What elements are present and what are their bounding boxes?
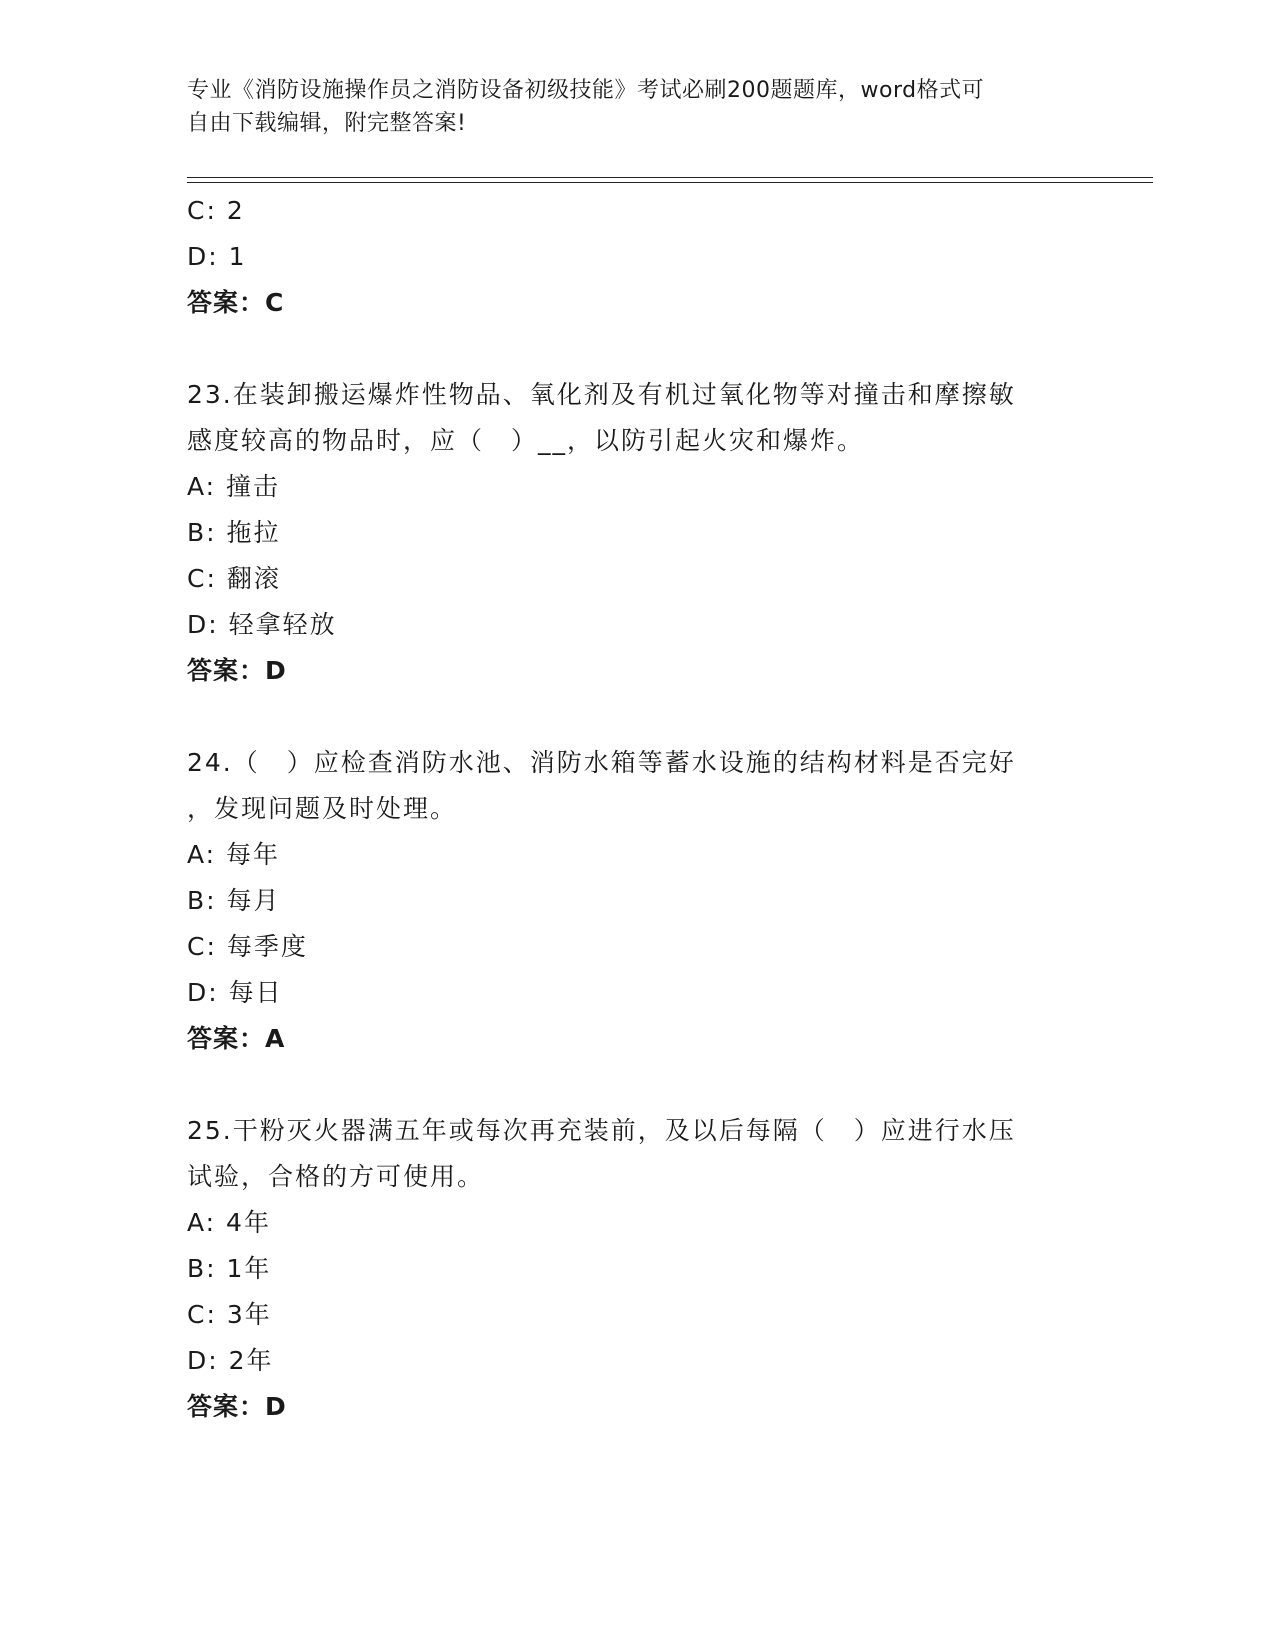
document-header bbox=[187, 74, 1067, 140]
previous-question-tail bbox=[187, 188, 1067, 326]
question-text-line-1: 24.（ ）应检查消防水池、消防水箱等蓄水设施的结构材料是否完好 bbox=[187, 748, 1016, 777]
option-c: C: 3年 bbox=[187, 1300, 272, 1329]
spacer bbox=[187, 694, 1067, 740]
option-a: A: 撞击 bbox=[187, 472, 281, 501]
question-text-line-2: ，发现问题及时处理。 bbox=[187, 794, 458, 823]
option-b: B: 每月 bbox=[187, 886, 281, 915]
question-text-line-2: 试验，合格的方可使用。 bbox=[187, 1162, 485, 1191]
option-d: D: 每日 bbox=[187, 978, 283, 1007]
answer-line: 答案：A bbox=[187, 1024, 286, 1053]
question-24 bbox=[187, 740, 1067, 1062]
spacer bbox=[187, 1062, 1067, 1108]
option-c: C: 翻滚 bbox=[187, 564, 281, 593]
option-c: C: 每季度 bbox=[187, 932, 308, 961]
option-b: B: 1年 bbox=[187, 1254, 272, 1283]
option-a: A: 每年 bbox=[187, 840, 281, 869]
question-text-line-1: 25.干粉灭火器满五年或每次再充装前，及以后每隔（ ）应进行水压 bbox=[187, 1116, 1016, 1145]
header-divider-top bbox=[187, 177, 1153, 178]
option-c: C: 2 bbox=[187, 196, 245, 225]
option-b: B: 拖拉 bbox=[187, 518, 281, 547]
question-text-line-2: 感度较高的物品时，应（ ）__，以防引起火灾和爆炸。 bbox=[187, 426, 865, 455]
answer-line: 答案：C bbox=[187, 288, 285, 317]
header-title-line-1: 专业《消防设施操作员之消防设备初级技能》考试必刷200题题库，word格式可 bbox=[187, 78, 985, 103]
answer-line: 答案：D bbox=[187, 656, 287, 685]
answer-line: 答案：D bbox=[187, 1392, 287, 1421]
question-list bbox=[187, 188, 1067, 1430]
question-text-line-1: 23.在装卸搬运爆炸性物品、氧化剂及有机过氧化物等对撞击和摩擦敏 bbox=[187, 380, 1016, 409]
header-title-line-2: 自由下载编辑，附完整答案! bbox=[187, 111, 467, 136]
question-25 bbox=[187, 1108, 1067, 1430]
option-a: A: 4年 bbox=[187, 1208, 271, 1237]
option-d: D: 1 bbox=[187, 242, 247, 271]
option-d: D: 2年 bbox=[187, 1346, 274, 1375]
header-divider-bottom bbox=[187, 182, 1153, 183]
question-23 bbox=[187, 372, 1067, 694]
spacer bbox=[187, 326, 1067, 372]
option-d: D: 轻拿轻放 bbox=[187, 610, 337, 639]
